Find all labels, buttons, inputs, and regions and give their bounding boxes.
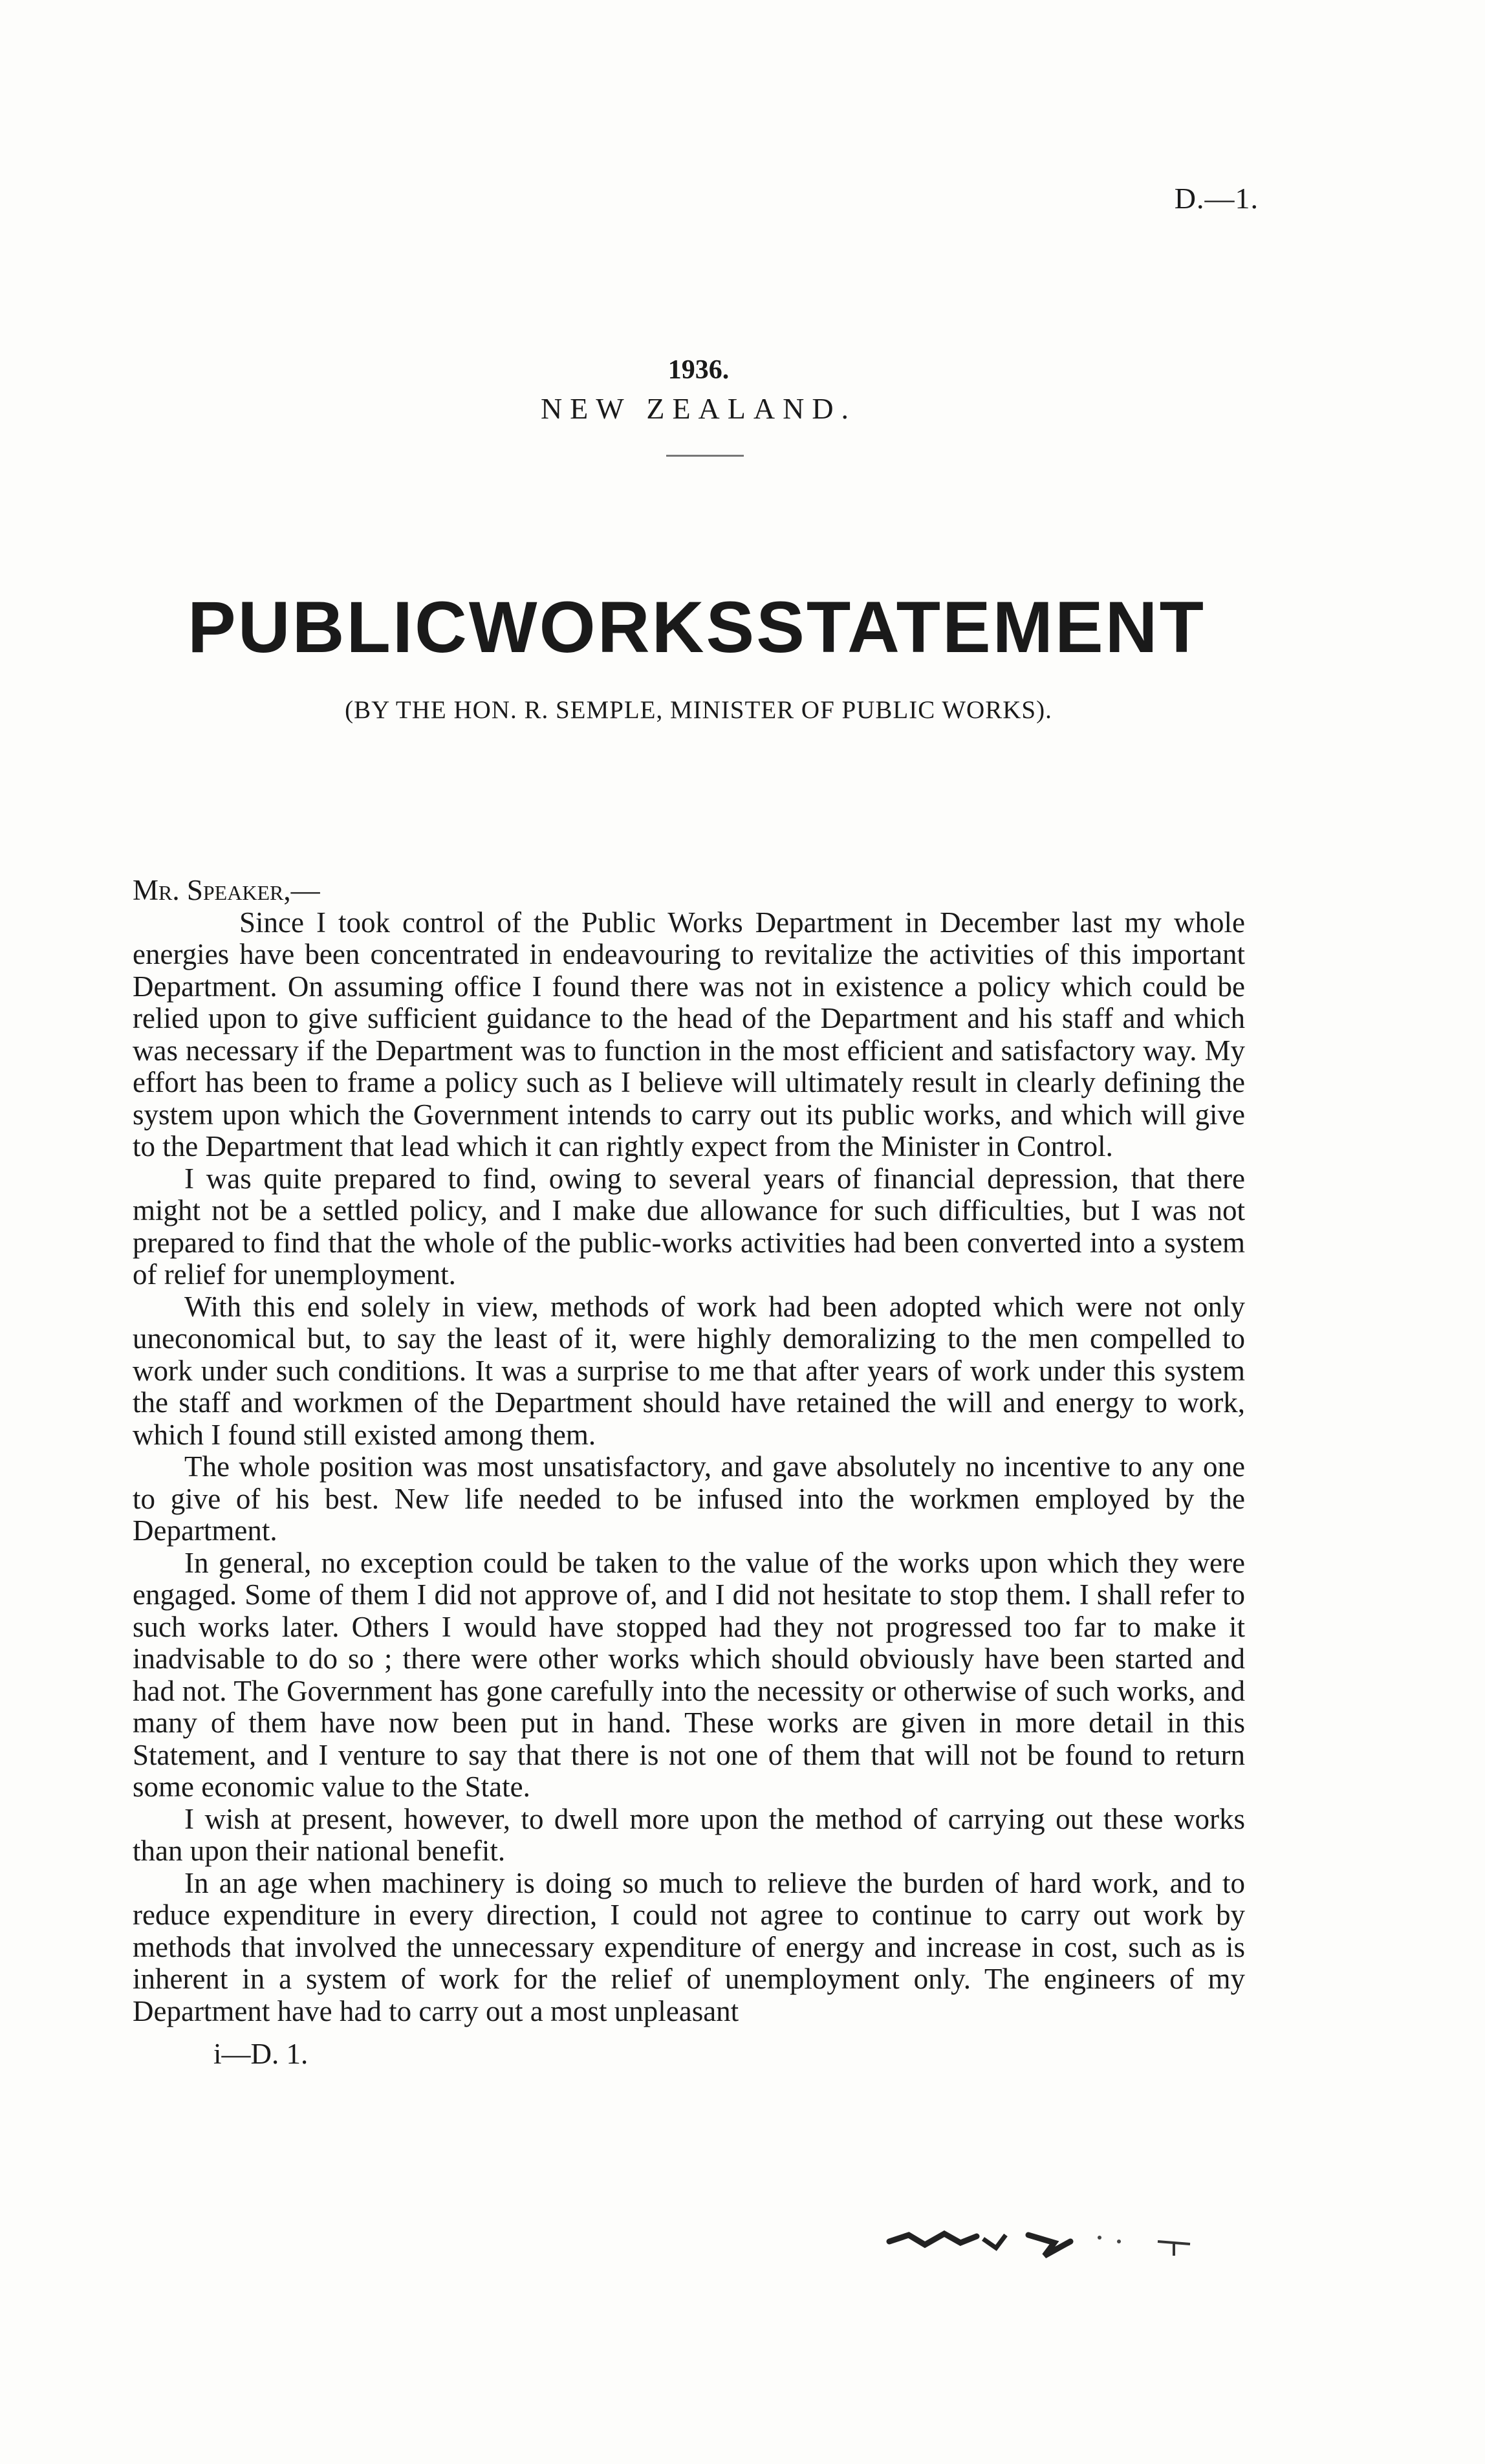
- year-heading: 1936.: [667, 355, 730, 385]
- title-word-works: WORKS: [468, 587, 757, 668]
- salutation: Mr. Speaker,—: [133, 874, 320, 906]
- paragraph: The whole position was most unsatisfactory, and gave absolutely no incentive to any one to give of his best. New life needed to be infused into the workmen employed by the Department.: [133, 1450, 1245, 1547]
- footer-page-code: i—D. 1.: [213, 2038, 309, 2070]
- divider-rule: [666, 455, 744, 457]
- document-code: D.—1.: [1174, 182, 1259, 215]
- page-subtitle: (BY THE HON. R. SEMPLE, MINISTER OF PUBLIC WORKS).: [345, 696, 1052, 724]
- paragraph: In general, no exception could be taken to the value of the works upon which they were engaged. Some of them I did not approve of, and I did not hesitate to stop them. I shall refer to such works later. Others I would have stopped had they not progressed too far to make it inadvisable to do so ; there were other works which should obviously have been started and had not. The Government has gone carefully into the necessity or otherwise of such works, and many of them have now been put in hand. These works are given in more detail in this Statement, and I venture to say that there is not one of them that will not be found to return some economic value to the State.: [133, 1546, 1245, 1803]
- country-heading: NEW ZEALAND.: [540, 392, 857, 425]
- paragraph: In an age when machinery is doing so much to relieve the burden of hard work, and to reduce expenditure in every direction, I could not agree to continue to carry out work by methods that involved the unnecessary expenditure of energy and increase in cost, such as is inherent in a system of work for the relief of unemployment only. The engineers of my Department have had to carry out a most unpleasant: [133, 1866, 1245, 2027]
- title-word-statement: STATEMENT: [756, 587, 1206, 668]
- paragraph: With this end solely in view, methods of work had been adopted which were not only uneconomical but, to say the least of it, were highly demoralizing to the men compelled to work under such conditions. It was a surprise to me that after years of work under this system the staff and workmen of the Department should have retained the will and energy to work, which I found still existed among them.: [133, 1290, 1245, 1451]
- paragraph: Since I took control of the Public Works Department in December last my whole energies have been concentrated in endeavouring to revitalize the activities of this important Department. On assuming office I found there was not in existence a policy which could be relied upon to give sufficient guidance to the head of the Department and his staff and which was necessary if the Department was to function in the most efficient and satisfactory way. My effort has been to frame a policy such as I believe will ultimately result in clearly defining the system upon which the Government intends to carry out its public works, and which will give to the Department that lead which it can rightly expect from the Minister in Control.: [133, 906, 1245, 1162]
- statement-body: [133, 875, 1245, 2027]
- paragraph: I was quite prepared to find, owing to several years of financial depression, that there might not be a settled policy, and I make due allowance for such difficulties, but I was not prepared to find that the whole of the public-works activities had been converted into a system of relief for unemployment.: [133, 1162, 1245, 1291]
- title-word-public: PUBLIC: [188, 587, 469, 668]
- paragraph: I wish at present, however, to dwell more upon the method of carrying out these works than upon their national benefit.: [133, 1802, 1245, 1867]
- page-title: [188, 585, 1206, 669]
- printer-mark-icon: [886, 2196, 1235, 2280]
